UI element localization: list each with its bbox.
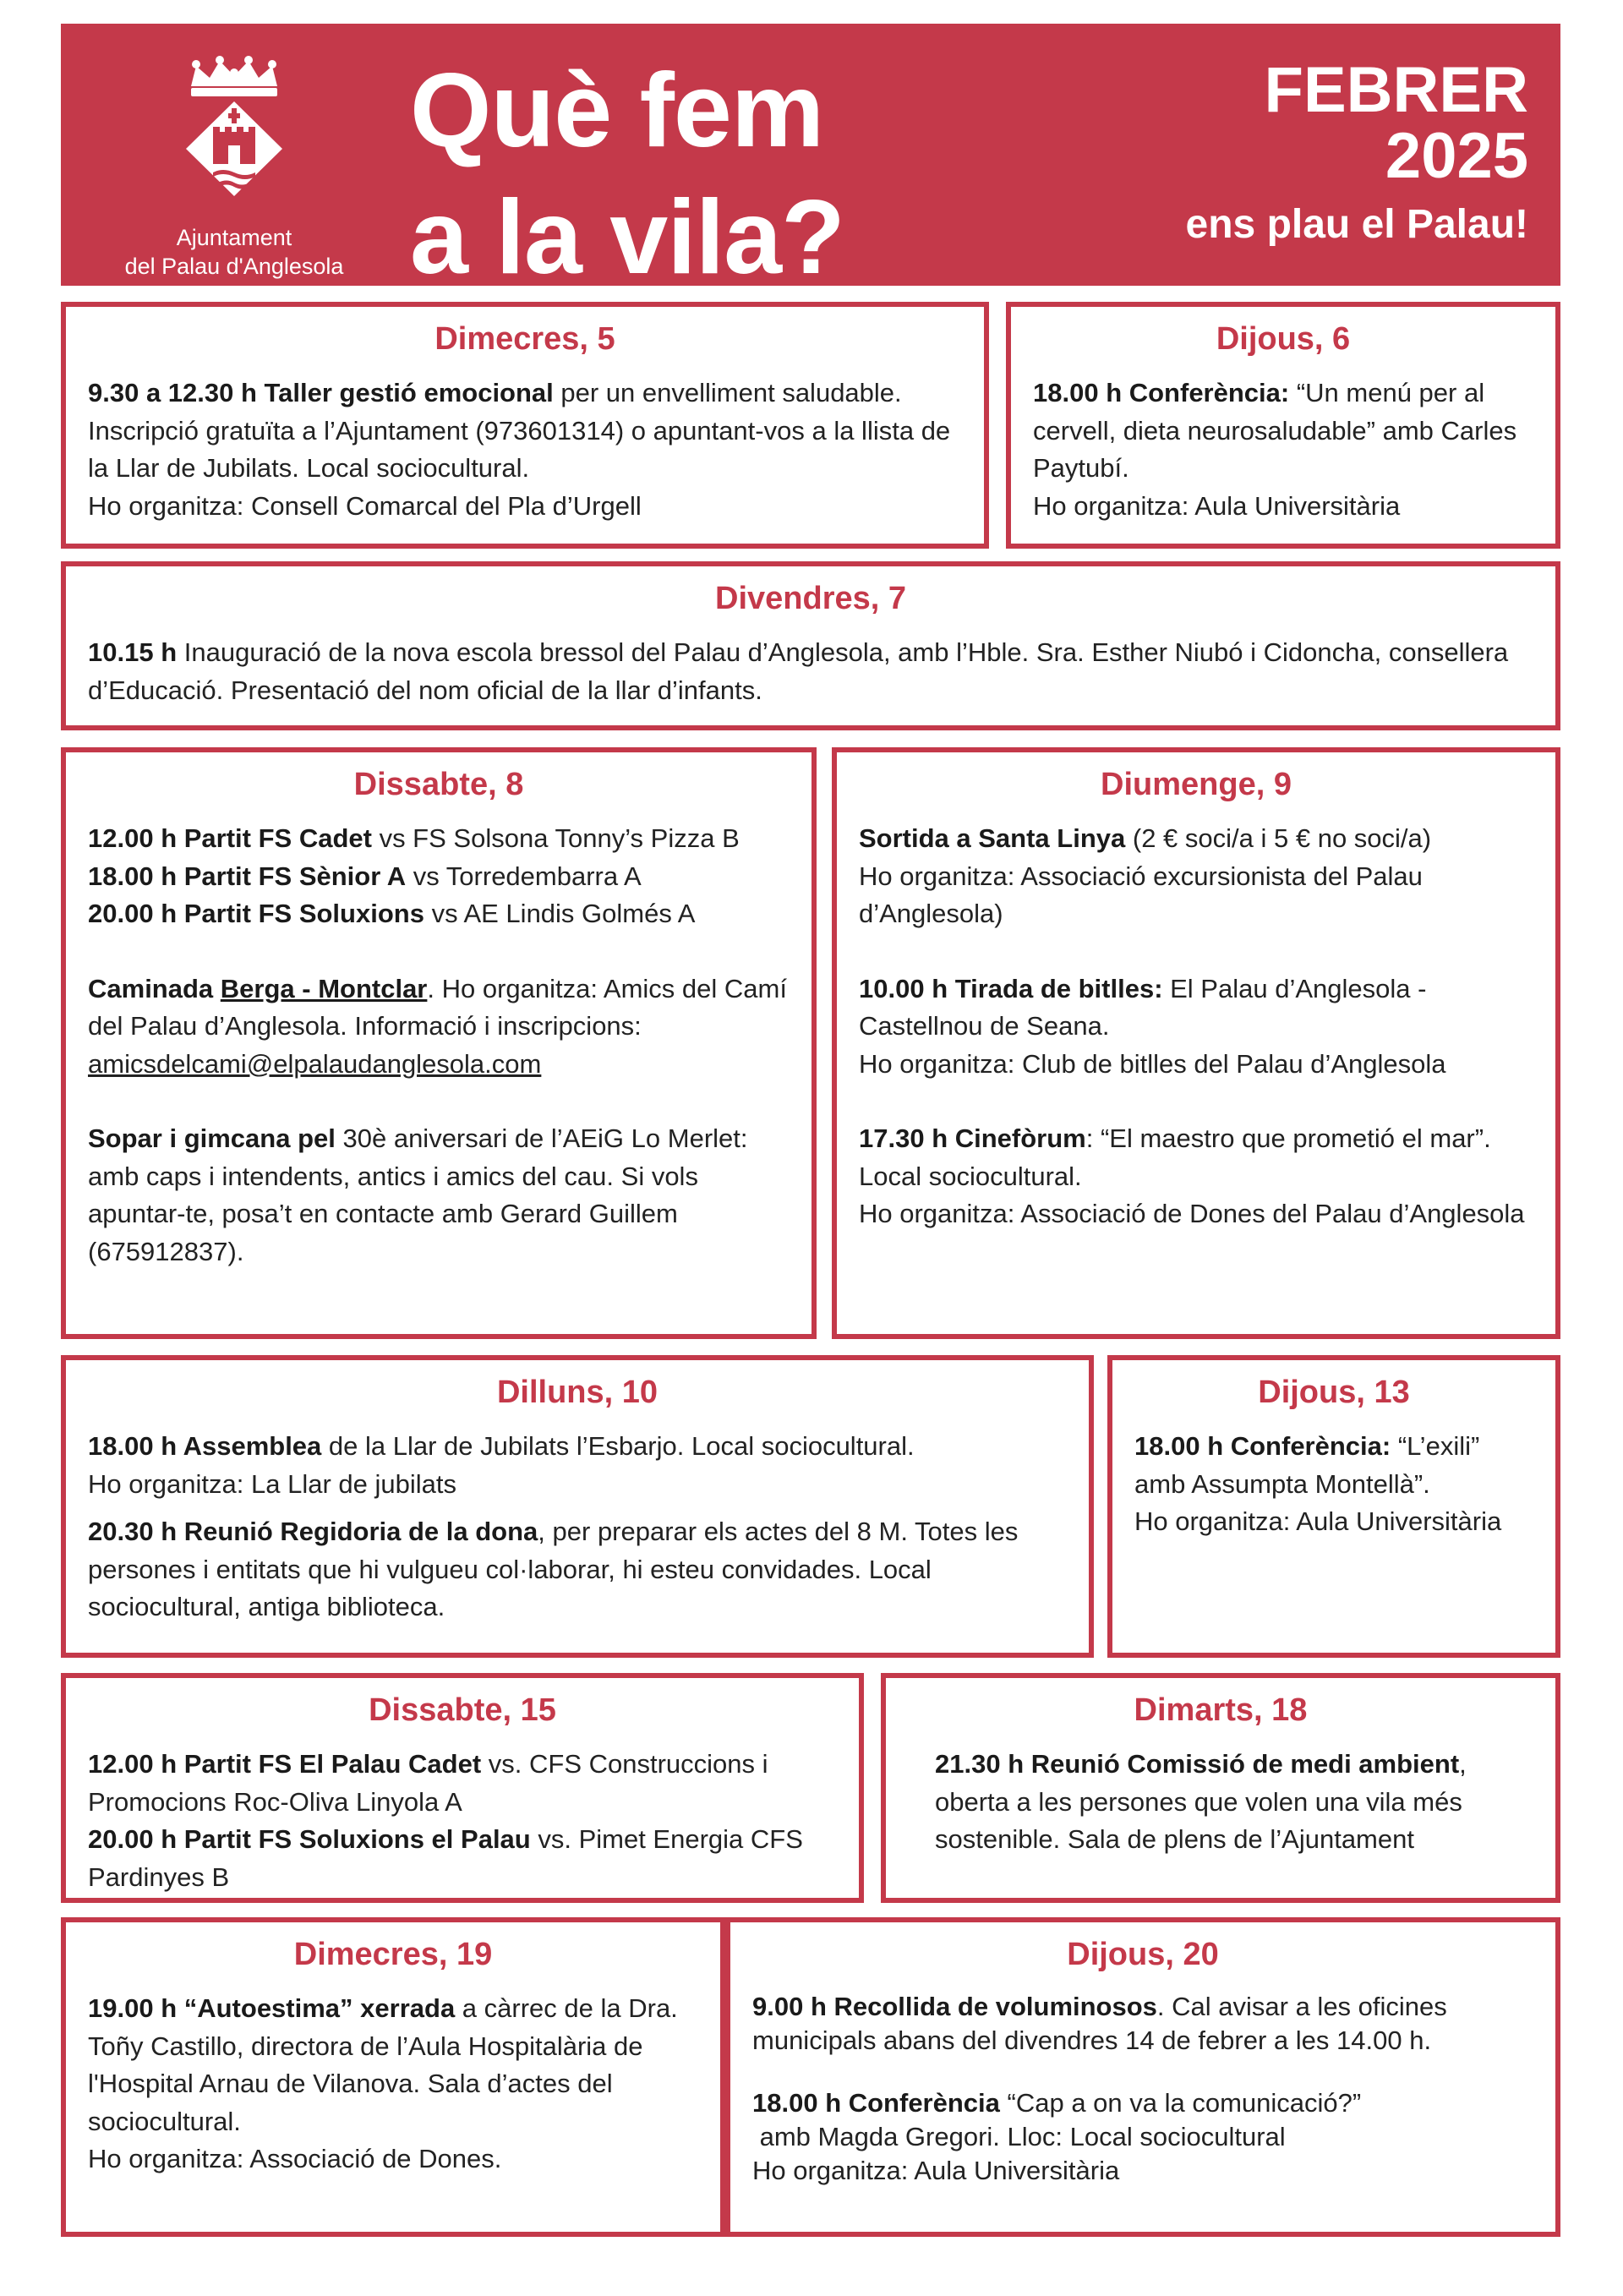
day-heading: Dilluns, 10 bbox=[496, 1375, 658, 1410]
match-item bbox=[88, 820, 790, 858]
event-card-thu20 bbox=[725, 1917, 1560, 2237]
event-entry bbox=[88, 1990, 698, 2178]
event-description: “Cap a on va la comunicació?” bbox=[999, 2088, 1362, 2118]
event-title: 18.00 h Conferència: bbox=[1134, 1431, 1391, 1461]
event-description: per un envelliment saludable. Inscripció gratuïta a l’Ajuntament (973601314) o apuntant-vos a la llista de la Llar de Jubilats. Local sociocultural. bbox=[88, 378, 951, 483]
event-description: Inauguració de la nova escola bressol del Palau d’Anglesola, amb l’Hble. Sra. Esther Niubó i Cidoncha, consellera d’Educació. Presentació del nom oficial de la llar d’infants. bbox=[88, 637, 1509, 705]
contact-email-link[interactable]: amicsdelcami@elpalaudanglesola.com bbox=[88, 1048, 542, 1079]
event-description: (2 € soci/a i 5 € no soci/a) bbox=[1125, 823, 1432, 853]
page-title bbox=[410, 47, 844, 301]
event-card-wed5 bbox=[61, 302, 989, 549]
event-card-fri7 bbox=[61, 561, 1560, 730]
event-card-mon10 bbox=[61, 1355, 1094, 1658]
event-title: 9.00 h Recollida de voluminosos bbox=[752, 1992, 1157, 2021]
coat-of-arms-icon bbox=[179, 56, 289, 208]
event-entry bbox=[88, 374, 962, 525]
event-description-line: amb Magda Gregori. Lloc: Local sociocultural bbox=[752, 2122, 1286, 2151]
event-card-sun9 bbox=[832, 747, 1560, 1339]
event-description: a càrrec de la Dra. Toñy Castillo, directora de l’Aula Hospitalària de l'Hospital Arnau de Vilanova. Sala d’actes del sociocultural. bbox=[88, 1993, 678, 2136]
event-entry bbox=[88, 970, 790, 1084]
event-title: 20.00 h Partit FS Soluxions el Palau bbox=[88, 1824, 531, 1854]
event-entry bbox=[859, 820, 1533, 933]
day-heading: Dissabte, 8 bbox=[353, 767, 524, 802]
event-title: Sopar i gimcana pel bbox=[88, 1123, 336, 1153]
event-entry bbox=[752, 2086, 1533, 2188]
event-title: 20.30 h Reunió Regidoria de la dona bbox=[88, 1517, 538, 1546]
event-entry bbox=[908, 1746, 1533, 1859]
logo-line-2: del Palau d'Anglesola bbox=[124, 254, 344, 279]
day-heading: Dimarts, 18 bbox=[1134, 1692, 1308, 1728]
event-card-sat15 bbox=[61, 1673, 864, 1903]
day-heading: Dijous, 13 bbox=[1258, 1375, 1410, 1410]
event-title: 19.00 h “Autoestima” xerrada bbox=[88, 1993, 456, 2023]
event-organizer: Ho organitza: Associació excursionista del Palau d’Anglesola) bbox=[859, 861, 1423, 928]
day-heading: Dijous, 20 bbox=[1067, 1937, 1219, 1972]
event-organizer: Ho organitza: Associació de Dones del Palau d’Anglesola bbox=[859, 1199, 1525, 1228]
event-organizer: Ho organitza: La Llar de jubilats bbox=[88, 1468, 456, 1499]
event-entry bbox=[859, 970, 1533, 1084]
event-description: . Ho organitza: Amics del Camí del Palau d’Anglesola. Informació i inscripcions: bbox=[88, 973, 787, 1041]
day-heading: Dijous, 6 bbox=[1216, 321, 1351, 357]
event-organizer: Ho organitza: Aula Universitària bbox=[1134, 1506, 1502, 1536]
event-description: . Cal avisar a les oficines municipals abans del divendres 14 de febrer a les 14.00 h. bbox=[752, 1992, 1447, 2055]
event-entry bbox=[88, 1513, 1067, 1626]
event-entry bbox=[752, 1990, 1533, 2058]
event-title: 10.00 h Tirada de bitlles: bbox=[859, 973, 1163, 1003]
event-card-thu6 bbox=[1006, 302, 1560, 549]
event-title: 17.30 h Cinefòrum bbox=[859, 1123, 1086, 1153]
year-label: 2025 bbox=[1385, 120, 1528, 192]
event-organizer: Ho organitza: Club de bitlles del Palau d’Anglesola bbox=[859, 1048, 1446, 1079]
match-item bbox=[88, 895, 790, 933]
event-title: Sortida a Santa Linya bbox=[859, 823, 1126, 853]
day-heading: Divendres, 7 bbox=[715, 581, 906, 616]
date-heading bbox=[1264, 54, 1528, 192]
event-entry bbox=[88, 634, 1533, 709]
title-line-2: a la vila? bbox=[410, 179, 844, 296]
event-description: “Un menú per al cervell, dieta neurosaludable” amb Carles Paytubí. bbox=[1033, 378, 1517, 483]
event-entry bbox=[859, 1120, 1533, 1233]
event-description: , oberta a les persones que volen una vila més sostenible. Sala de plens de l’Ajuntament bbox=[935, 1749, 1467, 1854]
event-description: vs. CFS Construccions i Promocions Roc-Oliva Linyola A bbox=[88, 1749, 768, 1817]
event-title: 9.30 a 12.30 h Taller gestió emocional bbox=[88, 378, 554, 407]
event-title: 18.00 h Assemblea bbox=[88, 1431, 322, 1461]
day-heading: Dimecres, 5 bbox=[434, 321, 615, 357]
month-label: FEBRER bbox=[1264, 54, 1528, 126]
match-title: 12.00 h Partit FS Cadet bbox=[88, 823, 372, 853]
event-title: 18.00 h Conferència bbox=[752, 2088, 1000, 2118]
title-line-1: Què fem bbox=[410, 52, 824, 169]
day-heading: Diumenge, 9 bbox=[1101, 767, 1292, 802]
event-card-tue18 bbox=[881, 1673, 1560, 1903]
event-title: 12.00 h Partit FS El Palau Cadet bbox=[88, 1749, 482, 1779]
match-opponent: vs Torredembarra A bbox=[406, 861, 642, 891]
event-organizer: Ho organitza: Associació de Dones. bbox=[88, 2144, 502, 2173]
day-heading: Dissabte, 15 bbox=[369, 1692, 556, 1728]
event-description: vs. Pimet Energia CFS Pardinyes B bbox=[88, 1824, 803, 1892]
event-description: 30è aniversari de l’AEiG Lo Merlet: amb caps i intendents, antics i amics del cau. Si vols apuntar-te, posa’t en contacte amb Gerard Guillem (675912837). bbox=[88, 1123, 748, 1266]
event-card-sat8 bbox=[61, 747, 817, 1339]
event-description: “L’exili” amb Assumpta Montellà”. bbox=[1134, 1431, 1480, 1499]
event-entry bbox=[1033, 374, 1533, 525]
match-item bbox=[88, 858, 790, 896]
match-opponent: vs AE Lindis Golmés A bbox=[424, 899, 696, 928]
match-list bbox=[88, 820, 790, 933]
event-title: 21.30 h Reunió Comissió de medi ambient bbox=[935, 1749, 1460, 1779]
event-entry bbox=[88, 1821, 837, 1896]
event-description: : “El maestro que prometió el mar”. Local sociocultural. bbox=[859, 1123, 1491, 1191]
event-organizer: Ho organitza: Aula Universitària bbox=[752, 2156, 1120, 2185]
event-card-wed19 bbox=[61, 1917, 725, 2237]
event-title: 18.00 h Conferència: bbox=[1033, 378, 1290, 407]
day-heading: Dimecres, 19 bbox=[293, 1937, 493, 1972]
town-logo bbox=[107, 56, 361, 279]
match-opponent: vs FS Solsona Tonny’s Pizza B bbox=[371, 823, 740, 853]
event-title: 10.15 h bbox=[88, 637, 178, 667]
match-title: 18.00 h Partit FS Sènior A bbox=[88, 861, 407, 891]
event-card-thu13 bbox=[1107, 1355, 1560, 1658]
event-description: , per preparar els actes del 8 M. Totes les persones i entitats que hi vulgueu col·laborar, hi esteu convidades. Local sociocultural, antiga biblioteca. bbox=[88, 1517, 1019, 1621]
event-organizer: Ho organitza: Aula Universitària bbox=[1033, 490, 1401, 521]
event-entry bbox=[1134, 1428, 1533, 1541]
event-organizer: Ho organitza: Consell Comarcal del Pla d’Urgell bbox=[88, 490, 642, 521]
event-description: de la Llar de Jubilats l’Esbarjo. Local sociocultural. bbox=[321, 1431, 915, 1461]
event-entry bbox=[88, 1120, 790, 1271]
event-entry bbox=[88, 1746, 837, 1821]
event-description: El Palau d’Anglesola - Castellnou de Seana. bbox=[859, 973, 1427, 1041]
event-title: Caminada bbox=[88, 973, 221, 1003]
slogan: ens plau el Palau! bbox=[1185, 202, 1528, 247]
event-entry bbox=[88, 1428, 1067, 1503]
match-title: 20.00 h Partit FS Soluxions bbox=[88, 899, 424, 928]
logo-text bbox=[107, 223, 361, 281]
walk-route: Berga - Montclar bbox=[220, 973, 428, 1003]
logo-line-1: Ajuntament bbox=[176, 225, 292, 250]
header-banner bbox=[61, 24, 1560, 296]
